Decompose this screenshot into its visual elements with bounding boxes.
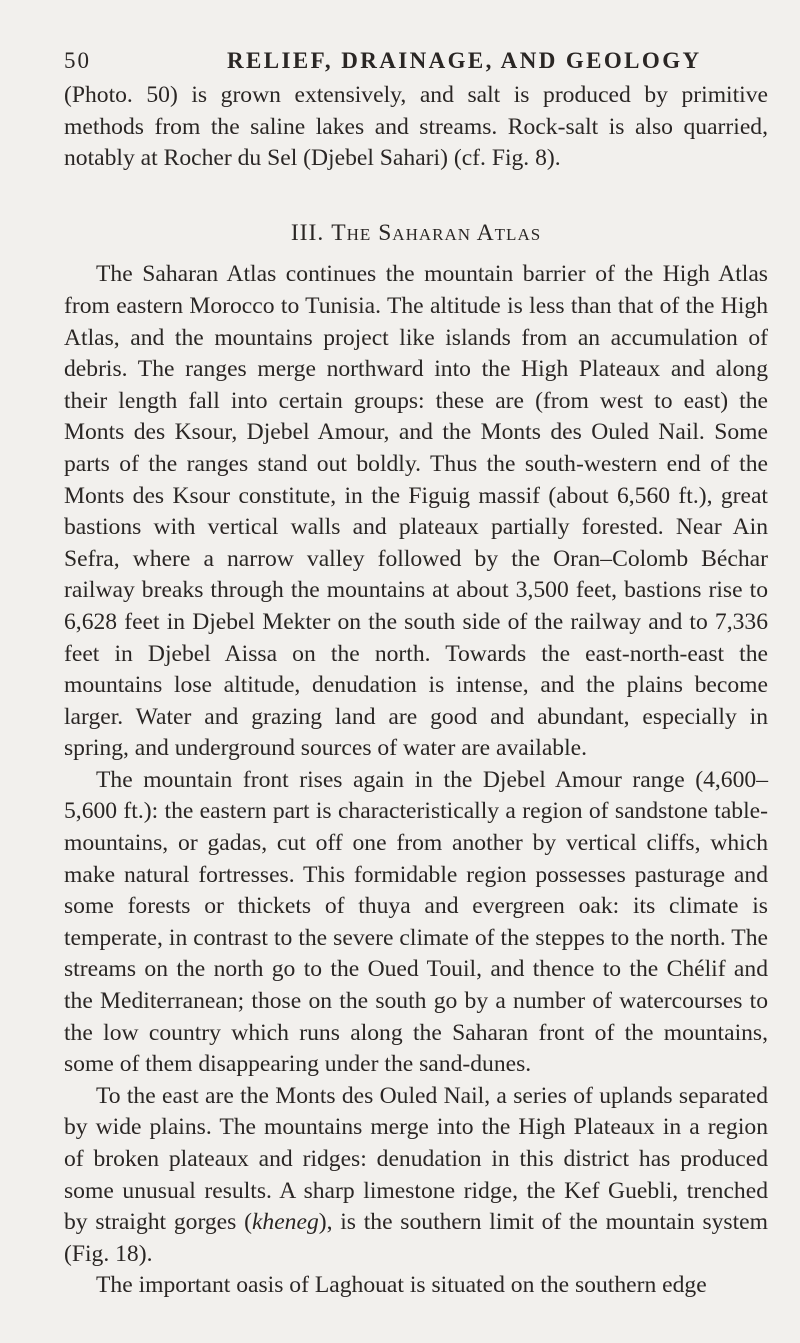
- running-title: RELIEF, DRAINAGE, AND GEOLOGY: [227, 48, 702, 73]
- paragraph-text-before: To the east are the Monts des Ouled Nail, a series of uplands separated by wide plains. The mountains merge into the High Plateaux in a region of broken plateaux and ridges: denudation in this district has produced some unusual results. A sharp limestone ridge, the Kef Guebli, trenched by straight gorges (: [64, 1082, 768, 1236]
- section-numeral: III.: [290, 219, 325, 246]
- section-heading: [64, 218, 768, 250]
- paragraph-laghouat: The important oasis of Laghouat is situated on the southern edge: [96, 1272, 707, 1299]
- opening-paragraph: (Photo. 50) is grown extensively, and salt is produced by primitive methods from the saline lakes and streams. Rock-salt is also quarried, notably at Rocher du Sel (Djebel Sahari) (cf. Fig. 8).: [64, 82, 768, 172]
- section-title: The Saharan Atlas: [331, 219, 542, 246]
- running-head: [64, 46, 736, 76]
- paragraph-djebel-amour: The mountain front rises again in the Djebel Amour range (4,600–5,600 ft.): the eastern part is characteristically a region of sandstone table-mountains, or gadas, cut off one from another by vertical cliffs, which make natural fortresses. This formidable region possesses pasturage and some forests or thickets of thuya and evergreen oak: its climate is temperate, in contrast to the severe climate of the steppes to the north. The streams on the north go to the Oued Touil, and thence to the Chélif and the Mediterranean; those on the south go by a number of watercourses to the low country which runs along the Saharan front of the mountains, some of them disappearing under the sand-dunes.: [64, 766, 768, 1078]
- body-text: [64, 80, 768, 1302]
- paragraph-ouled-nail: [64, 1081, 768, 1271]
- italic-term: kheneg: [251, 1209, 319, 1236]
- page-number: 50: [64, 48, 91, 73]
- paragraph-text-after: ), is the southern limit of the mountain system (Fig. 18).: [64, 1209, 768, 1267]
- paragraph-saharan-atlas: The Saharan Atlas continues the mountain barrier of the High Atlas from eastern Morocco to Tunisia. The altitude is less than that of the High Atlas, and the mountains project like islands from an accumulation of debris. The ranges merge northward into the High Plateaux and along their length fall into certain groups: these are (from west to east) the Monts des Ksour, Djebel Amour, and the Monts des Ouled Nail. Some parts of the ranges stand out boldly. Thus the south-western end of the Monts des Ksour constitute, in the Figuig massif (about 6,560 ft.), great bastions with vertical walls and plateaux partially forested. Near Ain Sefra, where a narrow valley followed by the Oran–Colomb Béchar railway breaks through the mountains at about 3,500 feet, bastions rise to 6,628 feet in Djebel Mekter on the south side of the railway and to 7,336 feet in Djebel Aissa on the north. Towards the east-north-east the mountains lose altitude, denudation is intense, and the plains become larger. Water and grazing land are good and abundant, especially in spring, and underground sources of water are available.: [64, 261, 768, 762]
